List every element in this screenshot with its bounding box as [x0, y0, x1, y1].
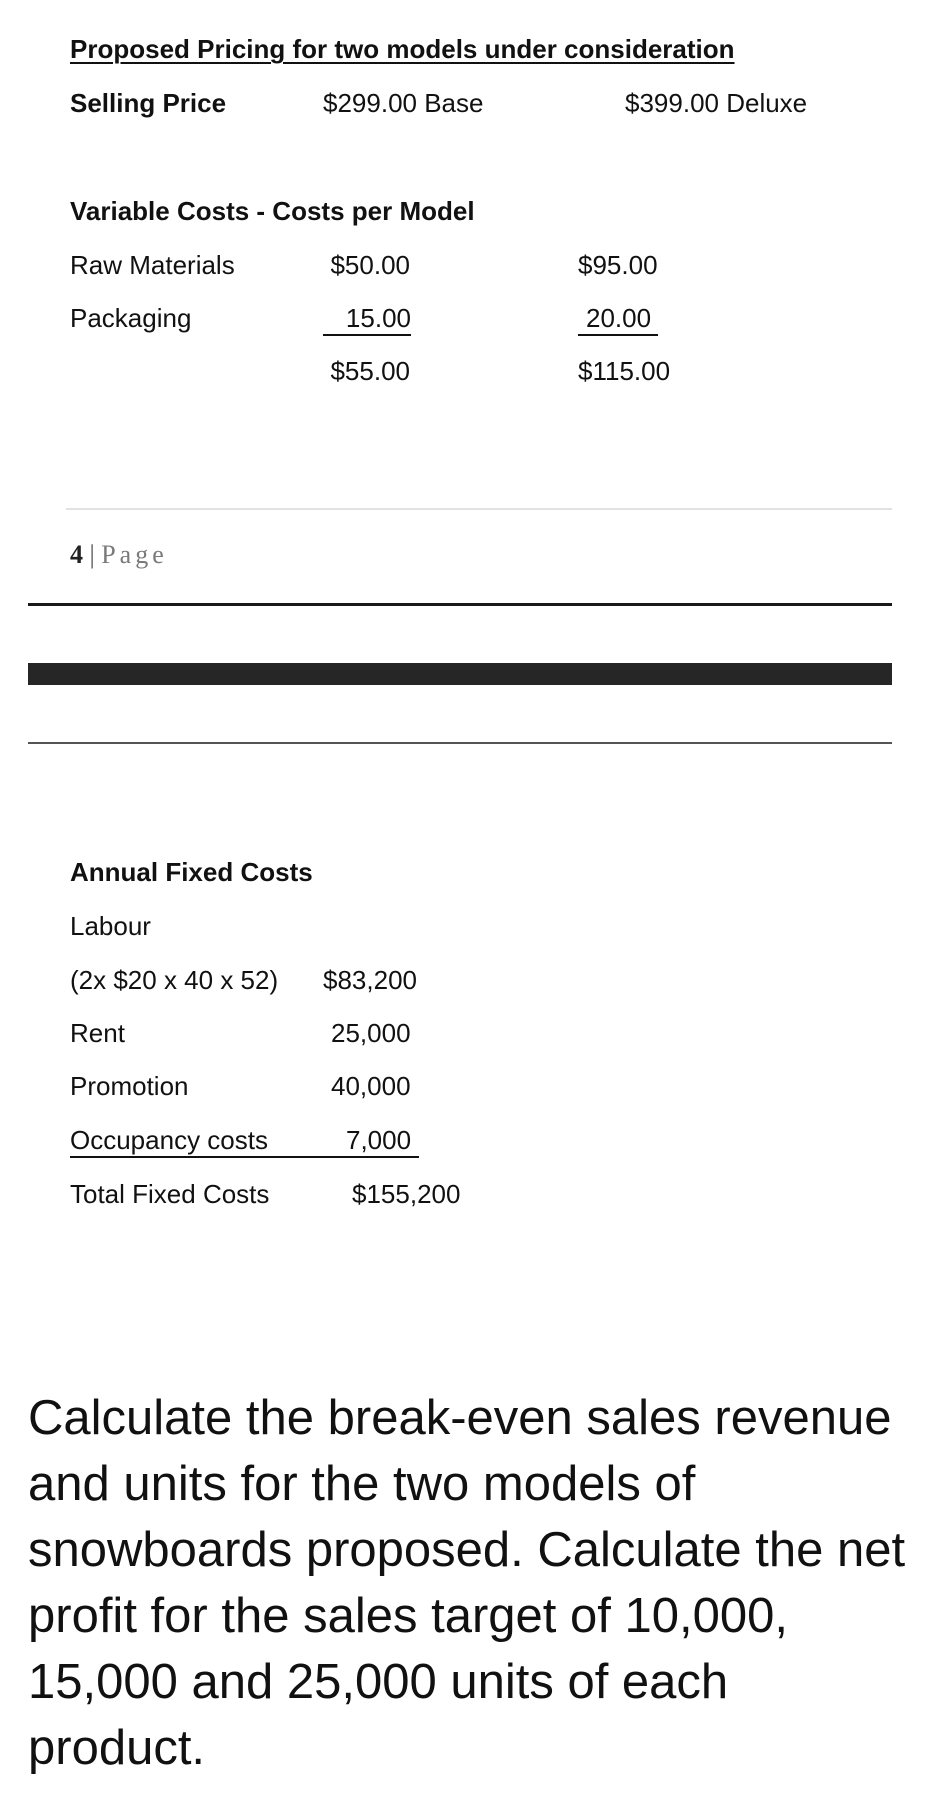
- rent-label: Rent: [70, 1018, 125, 1048]
- promotion-value: 40,000: [331, 1071, 411, 1101]
- packaging-base: 15.00: [345, 303, 411, 333]
- labour-value: $83,200: [323, 965, 417, 995]
- page-separator: |: [89, 540, 95, 569]
- page-number: 4: [70, 540, 83, 569]
- occupancy-value: 7,000: [346, 1125, 412, 1155]
- raw-materials-base: $50.00: [330, 250, 410, 280]
- total-fixed-value: $155,200: [352, 1179, 461, 1209]
- deluxe-price: $399.00 Deluxe: [625, 88, 808, 118]
- question-text: Calculate the break-even sales revenue and units for the two models of snowboards proposed. Calculate the net profit for the sales target of 10,000, 15,000 and 25,000 units of each product.: [28, 1391, 906, 1775]
- raw-materials-deluxe: $95.00: [578, 250, 658, 280]
- footer-top-rule: [66, 508, 892, 510]
- page-break-rule-1: [28, 603, 892, 606]
- occupancy-row: [70, 1125, 419, 1158]
- selling-price-label: Selling Price: [70, 88, 227, 118]
- base-price: $299.00 Base: [323, 88, 484, 118]
- labour-formula: (2x $20 x 40 x 52): [70, 965, 279, 995]
- page-word: Page: [101, 540, 168, 569]
- packaging-deluxe-cell: [578, 303, 658, 336]
- packaging-label: Packaging: [70, 303, 192, 333]
- page-break-bar: [28, 663, 892, 685]
- occupancy-label: Occupancy costs: [70, 1125, 268, 1155]
- variable-costs-heading: Variable Costs - Costs per Model: [70, 196, 475, 226]
- page-break-rule-2: [28, 742, 892, 744]
- variable-total-base: $55.00: [330, 356, 410, 386]
- variable-total-deluxe: $115.00: [578, 356, 671, 386]
- pricing-heading: Proposed Pricing for two models under consideration: [70, 34, 735, 64]
- total-fixed-label: Total Fixed Costs: [70, 1179, 270, 1209]
- fixed-costs-heading: Annual Fixed Costs: [70, 857, 313, 887]
- packaging-base-cell: [323, 303, 411, 336]
- raw-materials-label: Raw Materials: [70, 250, 235, 280]
- page-footer: [70, 540, 168, 570]
- packaging-deluxe: 20.00: [586, 303, 652, 333]
- promotion-label: Promotion: [70, 1071, 189, 1101]
- rent-value: 25,000: [331, 1018, 411, 1048]
- labour-label: Labour: [70, 911, 151, 941]
